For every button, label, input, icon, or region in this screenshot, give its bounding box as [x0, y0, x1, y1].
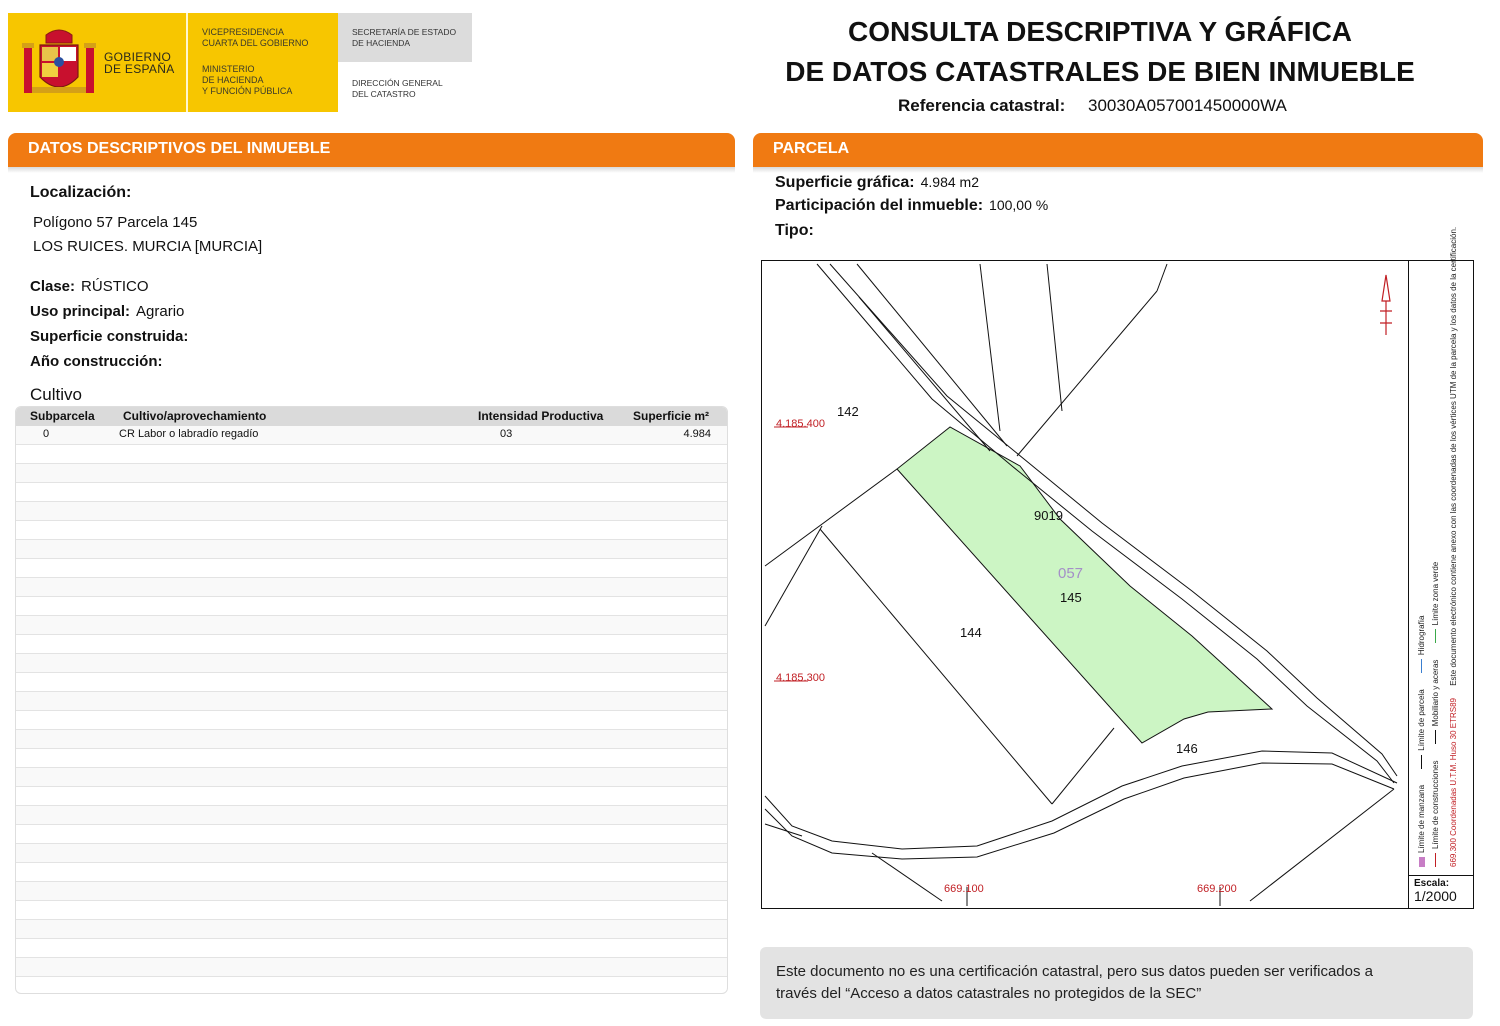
superficie-grafica-field	[775, 174, 979, 192]
parcel-label-146: 146	[1176, 741, 1198, 756]
localizacion-line-2: LOS RUICES. MURCIA [MURCIA]	[33, 238, 263, 255]
col-superficie: Superficie m²	[633, 409, 710, 423]
table-row-empty	[16, 483, 727, 502]
parcel-boundary	[1157, 264, 1167, 291]
table-row-empty	[16, 977, 727, 994]
anio-label: Año construcción:	[30, 353, 163, 370]
road-9019-edge	[817, 264, 1394, 783]
table-row-empty	[16, 521, 727, 540]
table-row-empty	[16, 958, 727, 977]
road-label-9019: 9019	[1034, 508, 1063, 523]
table-row-empty	[16, 464, 727, 483]
table-row-empty	[16, 540, 727, 559]
table-row-empty	[16, 939, 727, 958]
legend-row-3	[1449, 227, 1458, 867]
legend-label-construcciones: Límite de construcciones	[1431, 760, 1440, 849]
superficie-construida-label: Superficie construida:	[30, 328, 189, 345]
coat-of-arms-icon	[18, 25, 100, 105]
map-legend	[1408, 226, 1474, 875]
legend-row-2	[1431, 548, 1440, 867]
grid-label-y-top: 4.185.400	[776, 418, 825, 430]
table-row-empty	[16, 711, 727, 730]
escala-label: Escala:	[1414, 878, 1450, 889]
anio-field	[30, 353, 163, 370]
legend-parcela	[1417, 689, 1426, 768]
legend-label-parcela: Límite de parcela	[1417, 689, 1426, 751]
col-subparcela: Subparcela	[30, 409, 95, 423]
referencia-label: Referencia catastral:	[898, 96, 1066, 115]
participacion-label: Participación del inmueble:	[775, 197, 984, 214]
legend-rotated	[1409, 226, 1475, 875]
legend-swatch-parcela	[1421, 755, 1422, 769]
road-edge	[859, 297, 990, 451]
logo-divider	[186, 13, 188, 112]
cell-intensidad: 03	[500, 428, 513, 440]
parcel-boundary	[872, 853, 942, 901]
parcel-label-145: 145	[1060, 590, 1082, 605]
table-row-empty	[16, 635, 727, 654]
table-row-empty	[16, 863, 727, 882]
table-header	[16, 407, 727, 426]
table-row	[16, 426, 727, 445]
south-road-edge	[765, 751, 1397, 849]
disclaimer-line-2: través del “Acceso a datos catastrales no protegidos de la SEC”	[776, 985, 1202, 1002]
col-intensidad: Intensidad Productiva	[478, 409, 604, 423]
table-row-empty	[16, 616, 727, 635]
tipo-label: Tipo:	[775, 222, 814, 239]
cell-superficie: 4.984	[683, 428, 711, 440]
table-row-empty	[16, 692, 727, 711]
secretaria-block	[338, 13, 472, 62]
localizacion-line-1: Polígono 57 Parcela 145	[33, 214, 198, 231]
participacion-field	[775, 197, 1048, 215]
clase-field	[30, 278, 149, 295]
north-arrow-icon	[1380, 275, 1392, 335]
superficie-grafica-label: Superficie gráfica:	[775, 174, 915, 191]
parcel-boundary	[980, 264, 1000, 431]
legend-mobiliario	[1431, 660, 1440, 745]
legend-swatch-zona-verde	[1435, 629, 1436, 643]
map-drawing[interactable]	[762, 261, 1408, 909]
legend-hidrografia	[1417, 616, 1426, 674]
descriptivos-header	[8, 133, 735, 167]
uso-label: Uso principal:	[30, 303, 131, 320]
tipo-field	[775, 222, 814, 240]
page-title: CONSULTA DESCRIPTIVA Y GRÁFICA DE DATOS CATASTRALES DE BIEN INMUEBLE	[785, 16, 1415, 87]
legend-note: Este documento electrónico contiene anexo con las coordenadas de los vértices UTM de la parcela y los datos de la certificación.	[1449, 226, 1458, 686]
vicepresidencia-text: VICEPRESIDENCIA CUARTA DEL GOBIERNO	[202, 27, 309, 48]
table-row-empty	[16, 844, 727, 863]
table-row-empty	[16, 825, 727, 844]
table-row-empty	[16, 806, 727, 825]
table-row-empty	[16, 768, 727, 787]
escala-value: 1/2000	[1414, 888, 1457, 904]
descriptivos-title: DATOS DESCRIPTIVOS DEL INMUEBLE	[28, 140, 331, 157]
table-row-empty	[16, 749, 727, 768]
parcel-boundary	[1017, 291, 1157, 456]
parcel-boundary	[1052, 728, 1114, 804]
table-row-empty	[16, 901, 727, 920]
table-row-empty	[16, 882, 727, 901]
grid-label-x-right: 669.200	[1197, 883, 1237, 895]
ministerio-text: MINISTERIO DE HACIENDA Y FUNCIÓN PÚBLICA	[202, 64, 293, 96]
cultivo-table	[15, 406, 728, 994]
escala-box	[1408, 875, 1474, 909]
uso-field	[30, 303, 184, 320]
parcela-header	[753, 133, 1483, 167]
table-row-empty	[16, 445, 727, 464]
legend-zona-verde	[1431, 562, 1440, 644]
road-edge	[857, 264, 1007, 446]
legend-construcciones	[1431, 761, 1440, 868]
table-row-empty	[16, 559, 727, 578]
cell-cultivo: CR Labor o labradío regadío	[119, 428, 259, 440]
parcel-145-area[interactable]	[897, 427, 1272, 743]
utm-text: 669.300 Coordenadas U.T.M. Huso 30 ETRS89	[1449, 698, 1458, 867]
legend-swatch-mobiliario	[1435, 730, 1436, 744]
table-row-empty	[16, 502, 727, 521]
table-body	[16, 426, 727, 994]
legend-manzana	[1417, 785, 1426, 867]
parcela-title: PARCELA	[773, 140, 850, 157]
clase-value: RÚSTICO	[81, 278, 149, 295]
legend-swatch-construcciones	[1435, 853, 1436, 867]
table-row-empty	[16, 673, 727, 692]
disclaimer-line-1: Este documento no es una certificación catastral, pero sus datos pueden ser verificados a	[776, 963, 1374, 980]
col-cultivo: Cultivo/aprovechamiento	[123, 409, 267, 423]
clase-label: Clase:	[30, 278, 76, 295]
disclaimer-note	[760, 947, 1473, 1019]
uso-value: Agrario	[136, 303, 185, 320]
legend-label-manzana: Límite de manzana	[1417, 784, 1426, 853]
legend-label-mobiliario: Mobiliario y aceras	[1431, 659, 1440, 727]
parcel-boundary	[765, 824, 802, 836]
direccion-text: DIRECCIÓN GENERAL DEL CATASTRO	[352, 78, 443, 99]
poligono-label-057: 057	[1058, 565, 1084, 582]
legend-label-hidrografia: Hidrografía	[1417, 615, 1426, 656]
grid-label-x-left: 669.100	[944, 883, 984, 895]
referencia-value: 30030A057001450000WA	[1088, 96, 1287, 115]
gobierno-logo	[8, 13, 338, 112]
table-row-empty	[16, 920, 727, 939]
superficie-grafica-value: 4.984 m2	[920, 174, 979, 190]
parcel-label-144: 144	[960, 625, 982, 640]
cell-subparcela: 0	[43, 428, 50, 440]
legend-label-zona-verde: Límite zona verde	[1431, 561, 1440, 626]
table-row-empty	[16, 730, 727, 749]
legend-swatch-hidrografia	[1421, 659, 1422, 673]
legend-swatch-manzana	[1419, 857, 1425, 867]
participacion-value: 100,00 %	[989, 197, 1049, 213]
table-row-empty	[16, 654, 727, 673]
parcel-boundary	[765, 526, 822, 626]
parcel-boundary	[1250, 789, 1394, 901]
grid-label-y-bottom: 4.185.300	[776, 672, 825, 684]
gobierno-text: GOBIERNO DE ESPAÑA	[104, 50, 175, 76]
parcel-boundary	[765, 469, 897, 566]
localizacion-label: Localización:	[30, 184, 132, 201]
superficie-construida-field	[30, 328, 188, 345]
parcel-boundary	[1047, 264, 1062, 411]
table-row-empty	[16, 787, 727, 806]
legend-row-1	[1417, 602, 1426, 867]
cultivo-title: Cultivo	[30, 385, 82, 404]
secretaria-text: SECRETARÍA DE ESTADO DE HACIENDA	[352, 27, 457, 48]
referencia-catastral	[898, 96, 1287, 116]
table-row-empty	[16, 597, 727, 616]
parcel-label-142: 142	[837, 404, 859, 419]
table-row-empty	[16, 578, 727, 597]
